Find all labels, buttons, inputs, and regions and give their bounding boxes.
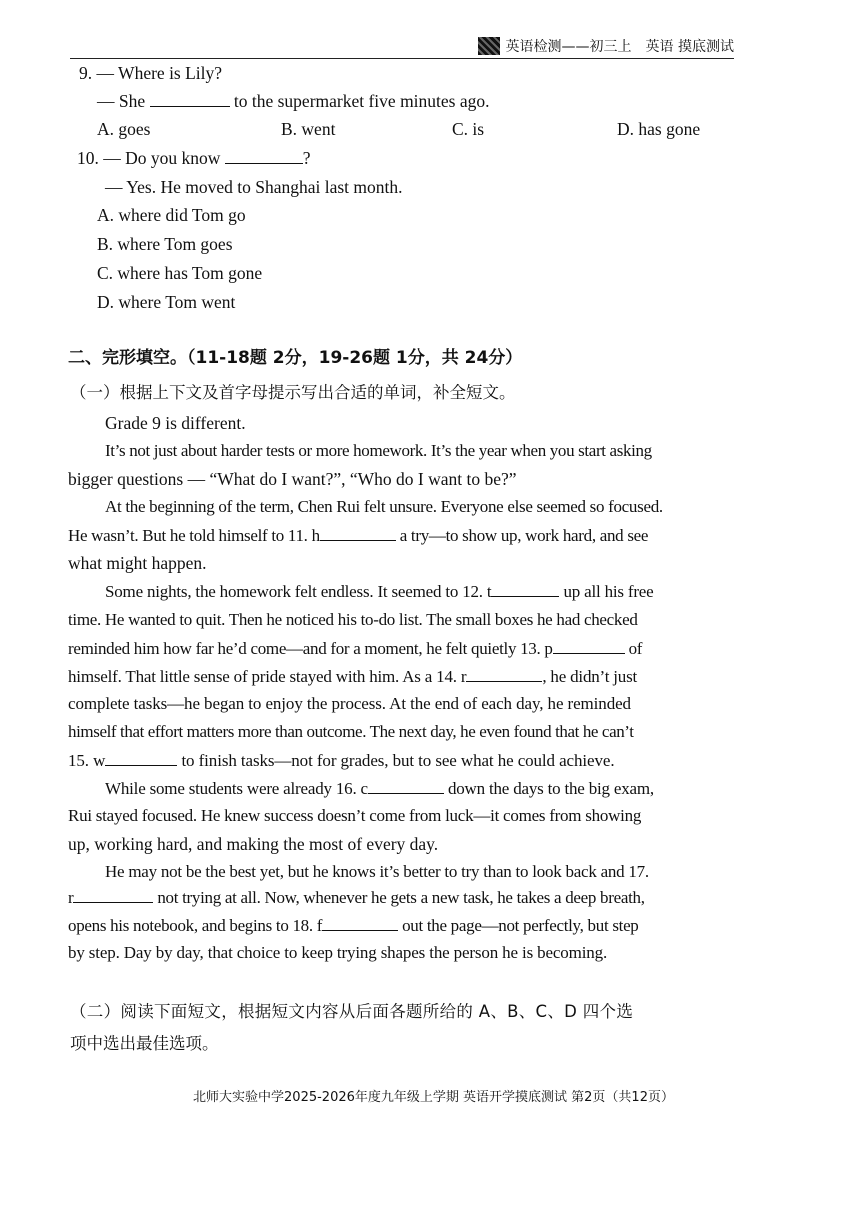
q10-blank (225, 147, 303, 164)
passage-line-13 (68, 749, 614, 772)
passage-line-9-start: reminded him how far he’d come—and for a moment, he felt quietly 13. p (68, 639, 553, 658)
blank-17 (73, 886, 153, 903)
passage-line-6: what might happen. (68, 553, 207, 573)
passage-line-13-start: 15. w (68, 751, 106, 770)
blank-11 (320, 524, 396, 541)
blank-12 (491, 580, 559, 597)
q10-option-c: C. where has Tom gone (97, 263, 263, 283)
passage-line-14-end: down the days to the big exam, (447, 779, 654, 798)
q10-option-a: A. where did Tom go (97, 205, 246, 225)
passage-line-10 (68, 665, 637, 688)
passage-line-19-end: out the page—not perfectly, but step (402, 916, 639, 935)
passage-line-19 (68, 914, 639, 937)
blank-15 (105, 749, 177, 766)
publisher-logo-icon (478, 37, 500, 55)
passage-line-15: Rui stayed focused. He knew success doesn’t come from luck—it comes from showing (68, 806, 642, 825)
q10-question-end: ? (302, 148, 311, 168)
passage-line-12: himself that effort matters more than outcome. The next day, he even found that he can’t (68, 722, 634, 741)
passage-line-18 (68, 886, 645, 909)
q9-option-b: B. went (281, 119, 336, 139)
section2-part2-instruction-line1: （二）阅读下面短文，根据短文内容从后面各题所给的 A、B、C、D 四个选 (70, 1002, 634, 1021)
passage-line-5-end: a try—to show up, work hard, and see (399, 526, 649, 545)
passage-line-2: It’s not just about harder tests or more homework. It’s the year when you start asking (105, 441, 652, 460)
passage-line-5 (68, 524, 648, 547)
passage-line-3: bigger questions — “What do I want?”, “Who do I want to be?” (68, 469, 517, 489)
passage-line-1: Grade 9 is different. (105, 413, 246, 433)
q9-blank (150, 90, 230, 107)
q9-answer-end: to the supermarket five minutes ago. (233, 91, 490, 111)
q9-question: 9. — Where is Lily? (79, 63, 223, 83)
passage-line-7-start: Some nights, the homework felt endless. It seemed to 12. t (105, 582, 492, 601)
passage-line-9-end: of (628, 639, 643, 658)
blank-16 (368, 777, 444, 794)
q10-question (77, 147, 311, 169)
section2-part2-instruction-line2: 项中选出最佳选项。 (70, 1034, 219, 1053)
passage-line-8: time. He wanted to quit. Then he noticed his to-do list. The small boxes he had checked (68, 610, 638, 629)
q10-question-start: 10. — Do you know (77, 148, 221, 168)
passage-line-5-start: He wasn’t. But he told himself to 11. h (68, 526, 320, 545)
page-footer: 北师大实验中学2025-2026年度九年级上学期 英语开学摸底测试 第2页（共12页） (193, 1090, 674, 1105)
page-header (70, 34, 734, 59)
q10-option-b: B. where Tom goes (97, 234, 233, 254)
blank-13 (553, 637, 625, 654)
passage-line-16: up, working hard, and making the most of every day. (68, 834, 439, 854)
passage-line-11: complete tasks—he began to enjoy the process. At the end of each day, he reminded (68, 694, 631, 713)
header-title-group (478, 36, 734, 56)
blank-18 (322, 914, 398, 931)
passage-line-17: He may not be the best yet, but he knows it’s better to try than to look back and 17. (105, 862, 649, 881)
q9-option-d: D. has gone (617, 119, 701, 139)
passage-line-18-end: not trying at all. Now, whenever he gets a new task, he takes a deep breath, (157, 888, 645, 907)
section2-title: 二、完形填空。（11-18题 2分，19-26题 1分，共 24分） (68, 348, 523, 368)
passage-line-10-end: , he didn’t just (542, 667, 638, 686)
passage-line-18-start: r (68, 888, 74, 907)
passage-line-14 (105, 777, 654, 800)
passage-line-10-start: himself. That little sense of pride stayed with him. As a 14. r (68, 667, 467, 686)
q9-answer-start: — She (97, 91, 146, 111)
blank-14 (466, 665, 542, 682)
q9-option-a: A. goes (97, 119, 151, 139)
q10-answer-line: — Yes. He moved to Shanghai last month. (105, 177, 403, 197)
header-title: 英语检测——初三上 英语 摸底测试 (505, 39, 734, 55)
passage-line-14-start: While some students were already 16. c (105, 779, 368, 798)
passage-line-20: by step. Day by day, that choice to keep trying shapes the person he is becoming. (68, 943, 608, 962)
passage-line-7 (105, 580, 653, 603)
passage-line-7-end: up all his free (563, 582, 654, 601)
passage-line-9 (68, 637, 642, 660)
q9-option-c: C. is (452, 119, 485, 139)
q9-answer-line (97, 90, 490, 112)
passage-line-13-end: to finish tasks—not for grades, but to see what he could achieve. (181, 751, 615, 770)
section2-part1-instruction: （一）根据上下文及首字母提示写出合适的单词，补全短文。 (70, 383, 516, 402)
passage-line-4: At the beginning of the term, Chen Rui felt unsure. Everyone else seemed so focused. (105, 497, 663, 516)
passage-line-19-start: opens his notebook, and begins to 18. f (68, 916, 323, 935)
q10-option-d: D. where Tom went (97, 292, 236, 312)
